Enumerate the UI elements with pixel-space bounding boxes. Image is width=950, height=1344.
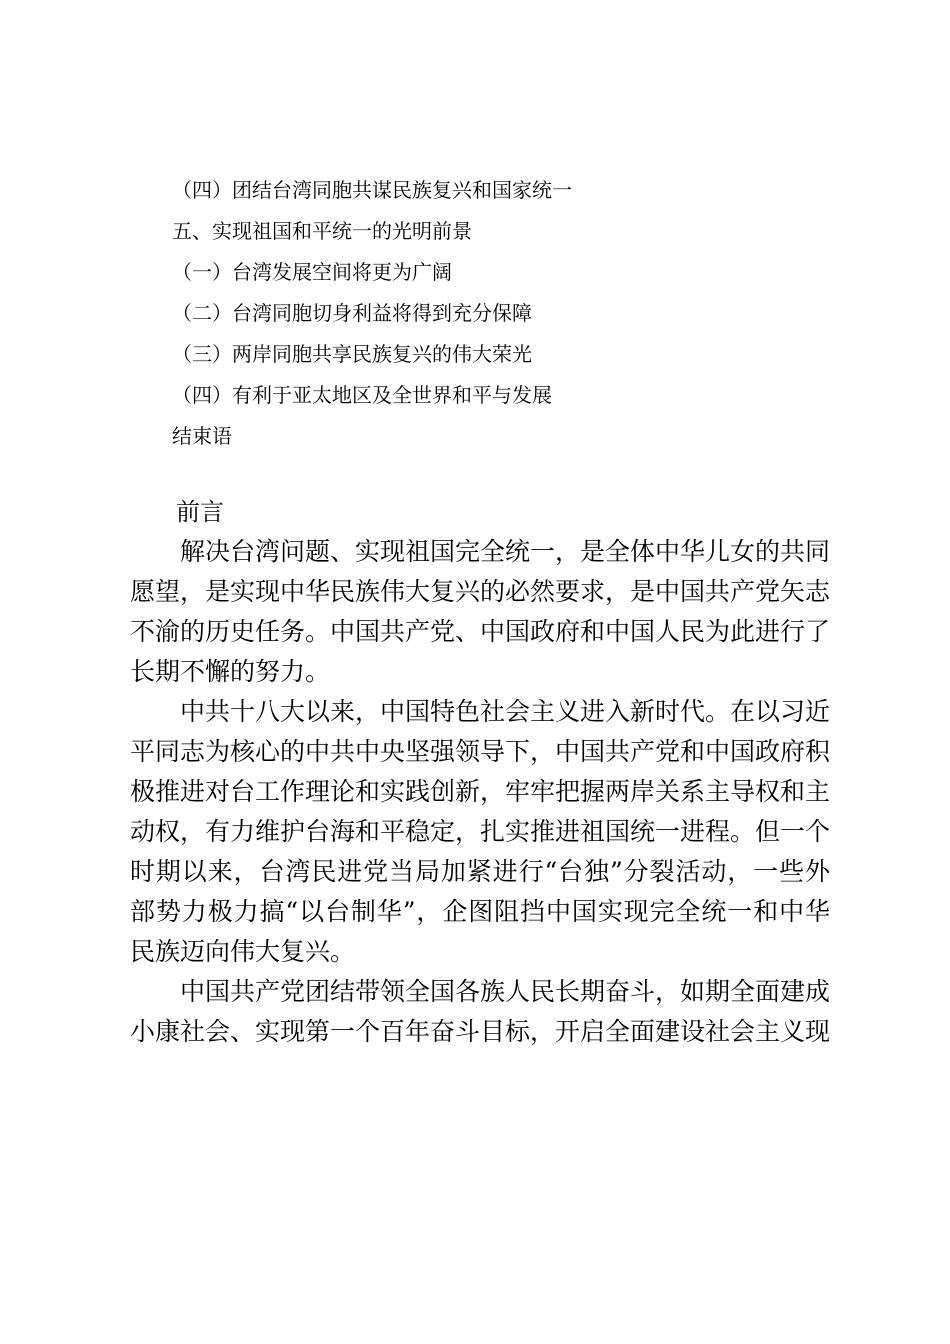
toc-item: （四）团结台湾同胞共谋民族复兴和国家统一 — [172, 178, 572, 202]
paragraph: 中国共产党团结带领全国各族人民长期奋斗，如期全面建成小康社会、实现第一个百年奋斗目标，开启全面建设社会主义现 — [130, 977, 831, 1046]
toc-item: 五、实现祖国和平统一的光明前景 — [172, 219, 472, 243]
paragraph: 中共十八大以来，中国特色社会主义进入新时代。在以习近平同志为核心的中共中央坚强领导下，中国共产党和中国政府积极推进对台工作理论和实践创新，牢牢把握两岸关系主导权和主动权，有力维护台海和平稳定，扎实推进祖国统一进程。但一个时期以来，台湾民进党当局加紧进行“台独”分裂活动，一些外部势力极力搞“以台制华”，企图阻挡中国实现完全统一和中华民族迈向伟大复兴。 — [130, 697, 831, 966]
section-heading: 前言 — [176, 498, 224, 526]
toc-item: （三）两岸同胞共享民族复兴的伟大荣光 — [172, 342, 532, 366]
toc-item: （四）有利于亚太地区及全世界和平与发展 — [172, 383, 552, 407]
table-of-contents — [172, 170, 772, 457]
toc-item: 结束语 — [172, 424, 232, 448]
toc-item: （一）台湾发展空间将更为广阔 — [172, 260, 452, 284]
paragraph: 解决台湾问题、实现祖国完全统一，是全体中华儿女的共同愿望，是实现中华民族伟大复兴的必然要求，是中国共产党矢志不渝的历史任务。中国共产党、中国政府和中国人民为此进行了长期不懈的努力。 — [130, 537, 831, 686]
preface-section — [130, 492, 830, 1052]
toc-item: （二）台湾同胞切身利益将得到充分保障 — [172, 301, 532, 325]
